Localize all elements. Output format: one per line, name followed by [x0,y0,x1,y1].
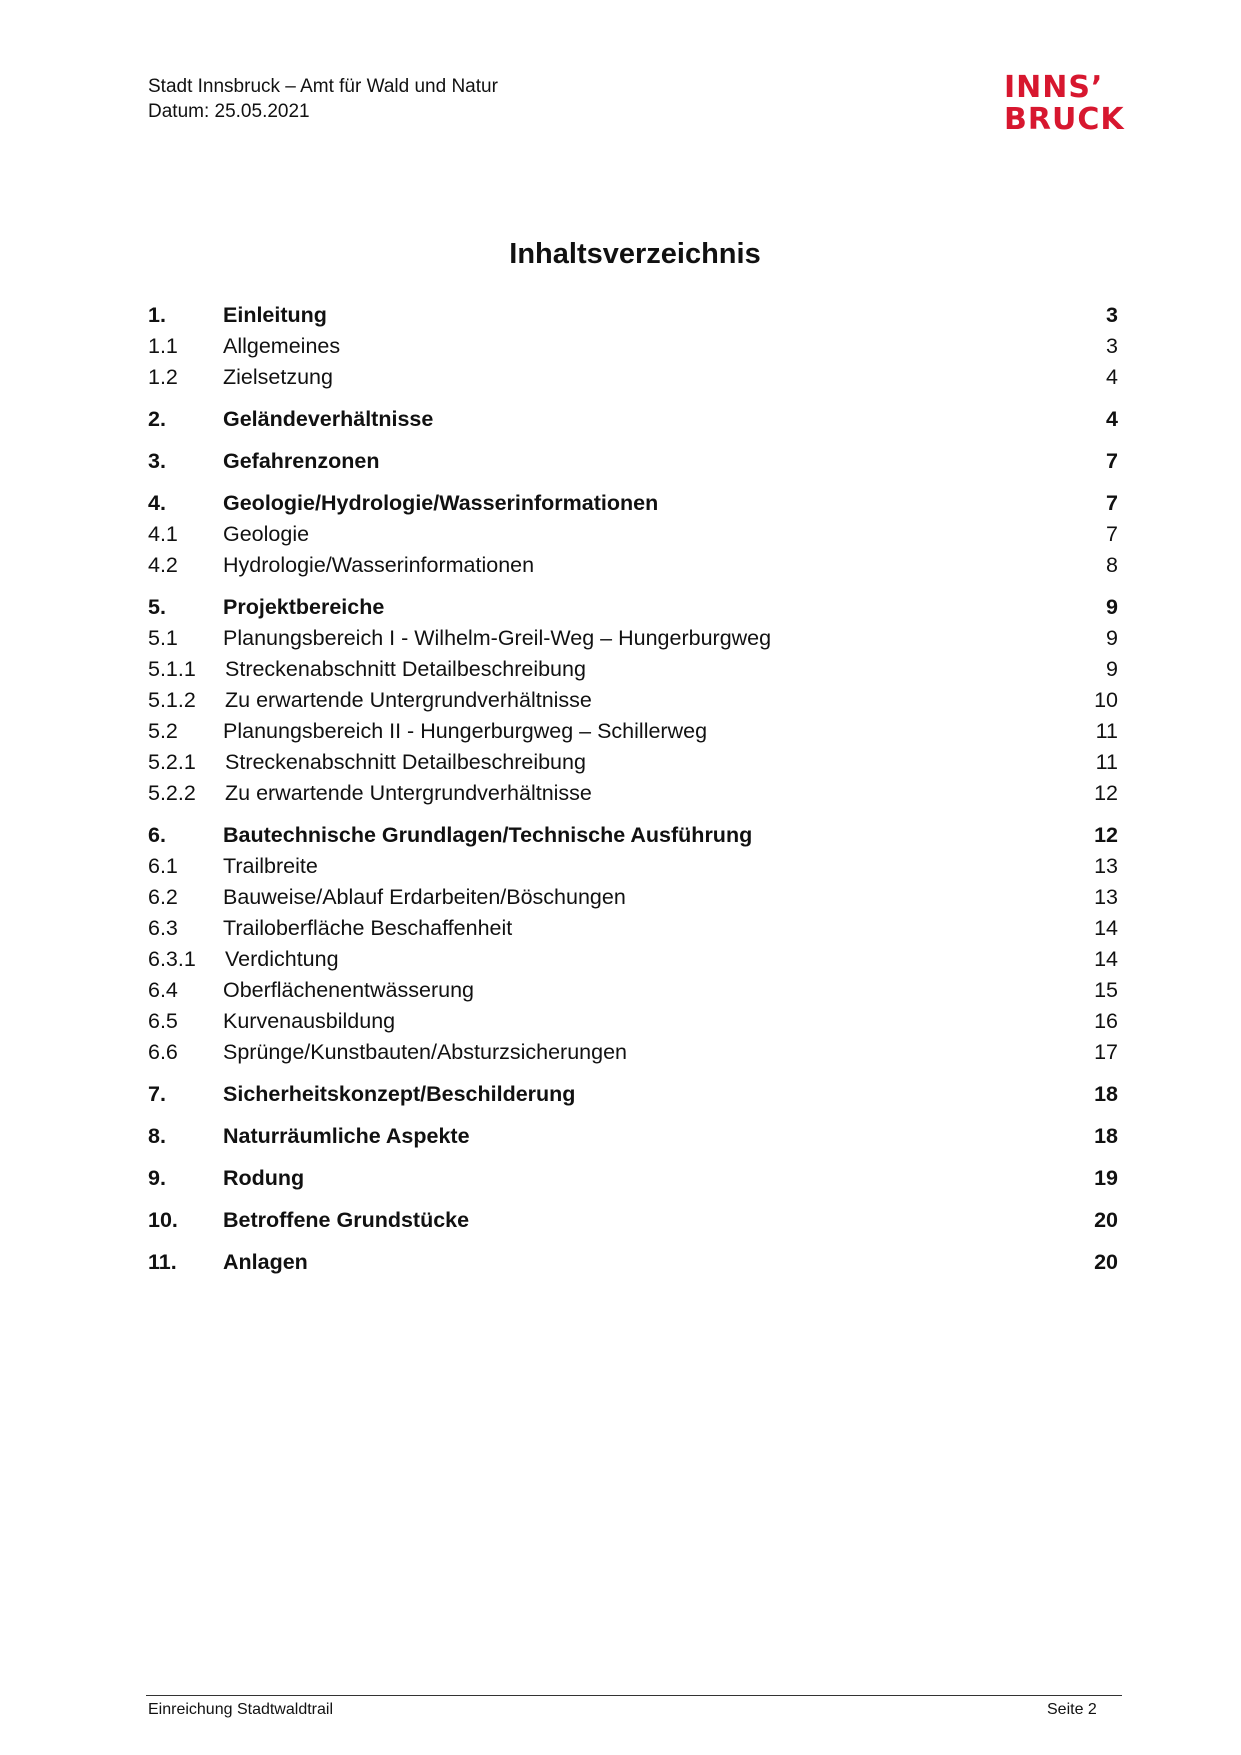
toc-entry-title: Planungsbereich II - Hungerburgweg – Schillerweg [223,719,708,743]
toc-entry[interactable] [148,519,1118,549]
toc-entry-number: 3. [148,449,166,473]
toc-entry-page: 9 [1106,626,1118,650]
footer-document-name: Einreichung Stadtwaldtrail [148,1701,333,1718]
toc-entry-number: 6.4 [148,978,178,1002]
toc-entry-number: 5.2.2 [148,781,196,805]
toc-entry[interactable] [148,882,1118,912]
toc-entry[interactable] [148,1079,1118,1109]
toc-entry-number: 6.1 [148,854,178,878]
toc-entry-page: 4 [1106,407,1118,431]
toc-entry-number: 6.5 [148,1009,178,1033]
toc-entry-title: Geologie [223,522,310,546]
toc-entry-number: 10. [148,1208,178,1232]
toc-entry-page: 4 [1106,365,1118,389]
toc-entry-page: 20 [1094,1250,1118,1274]
toc-entry[interactable] [148,1205,1118,1235]
toc-entry-title: Betroffene Grundstücke [223,1208,470,1232]
toc-entry-number: 5.1.1 [148,657,196,681]
toc-entry-page: 15 [1094,978,1118,1002]
logo-line-1: INNS’ [1004,70,1104,105]
toc-entry-title: Rodung [223,1166,305,1190]
toc-entry-number: 6. [148,823,166,847]
toc-entry-page: 14 [1094,947,1118,971]
toc-entry-number: 6.6 [148,1040,178,1064]
toc-entry-page: 9 [1106,595,1118,619]
toc-entry[interactable] [148,1006,1118,1036]
toc-entry-title: Gefahrenzonen [223,449,380,473]
toc-entry-number: 1.1 [148,334,178,358]
toc-entry-page: 12 [1094,781,1118,805]
toc-entry-number: 2. [148,407,166,431]
footer-divider [146,1695,1122,1696]
toc-entry-number: 5.2 [148,719,178,743]
toc-entry[interactable] [148,1247,1118,1277]
toc-entry-title: Trailbreite [223,854,318,878]
toc-entry-title: Geländeverhältnisse [223,407,434,431]
toc-entry-page: 20 [1094,1208,1118,1232]
toc-entry[interactable] [148,654,1118,684]
toc-entry-page: 13 [1094,854,1118,878]
toc-entry[interactable] [148,1037,1118,1067]
toc-entry-title: Zu erwartende Untergrundverhältnisse [225,781,592,805]
toc-entry-page: 14 [1094,916,1118,940]
toc-entry-number: 5.2.1 [148,750,196,774]
logo-line-2: BRUCK [1004,102,1125,137]
toc-entry[interactable] [148,747,1118,777]
toc-entry-page: 3 [1106,334,1118,358]
toc-entry-number: 7. [148,1082,166,1106]
toc-entry-page: 17 [1094,1040,1118,1064]
toc-entry-number: 8. [148,1124,166,1148]
toc-entry-title: Zu erwartende Untergrundverhältnisse [225,688,592,712]
toc-entry[interactable] [148,851,1118,881]
toc-entry-title: Bautechnische Grundlagen/Technische Ausführung [223,823,753,847]
toc-entry-page: 16 [1094,1009,1118,1033]
toc-entry-page: 7 [1106,449,1118,473]
toc-entry-page: 10 [1094,688,1118,712]
toc-entry-title: Allgemeines [223,334,341,358]
toc-entry-page: 8 [1106,553,1118,577]
toc-entry-number: 1.2 [148,365,178,389]
toc-entry[interactable] [148,1163,1118,1193]
toc-entry-number: 6.3 [148,916,178,940]
toc-entry-title: Anlagen [223,1250,308,1274]
document-header [148,74,498,124]
toc-entry-title: Zielsetzung [223,365,333,389]
toc-entry-number: 4.2 [148,553,178,577]
toc-entry-number: 6.3.1 [148,947,196,971]
toc-entry-number: 1. [148,303,166,327]
toc-entry-title: Sprünge/Kunstbauten/Absturzsicherungen [223,1040,627,1064]
toc-entry-number: 5. [148,595,166,619]
header-organization: Stadt Innsbruck – Amt für Wald und Natur [148,76,498,97]
toc-entry[interactable] [148,623,1118,653]
toc-entry[interactable] [148,362,1118,392]
toc-entry-number: 11. [148,1250,177,1274]
toc-entry-page: 13 [1094,885,1118,909]
toc-entry[interactable] [148,716,1118,746]
toc-entry[interactable] [148,488,1118,518]
toc-entry[interactable] [148,446,1118,476]
toc-entry[interactable] [148,913,1118,943]
header-date: Datum: 25.05.2021 [148,101,310,122]
toc-entry-page: 7 [1106,522,1118,546]
toc-entry-title: Sicherheitskonzept/Beschilderung [223,1082,576,1106]
toc-entry-number: 5.1 [148,626,178,650]
toc-entry-page: 7 [1106,491,1118,515]
toc-entry-title: Streckenabschnitt Detailbeschreibung [225,657,586,681]
toc-entry-number: 5.1.2 [148,688,196,712]
toc-entry[interactable] [148,685,1118,715]
toc-entry[interactable] [148,778,1118,808]
toc-entry-number: 9. [148,1166,166,1190]
toc-entry-number: 4.1 [148,522,178,546]
toc-entry-title: Bauweise/Ablauf Erdarbeiten/Böschungen [223,885,626,909]
toc-entry-title: Oberflächenentwässerung [223,978,474,1002]
toc-entry-page: 19 [1094,1166,1118,1190]
toc-entry-page: 3 [1106,303,1118,327]
toc-entry-title: Geologie/Hydrologie/Wasserinformationen [223,491,659,515]
innsbruck-logo [1004,72,1125,136]
toc-entry-page: 12 [1094,823,1118,847]
toc-entry[interactable] [148,404,1118,434]
toc-entry-page: 11 [1095,750,1118,774]
toc-entry-number: 6.2 [148,885,178,909]
toc-entry[interactable] [148,550,1118,580]
toc-entry[interactable] [148,300,1118,330]
toc-entry[interactable] [148,975,1118,1005]
toc-entry-number: 4. [148,491,166,515]
toc-entry-title: Trailoberfläche Beschaffenheit [223,916,513,940]
toc-entry[interactable] [148,820,1118,850]
toc-entry-title: Verdichtung [225,947,339,971]
toc-entry-title: Planungsbereich I - Wilhelm-Greil-Weg – Hungerburgweg [223,626,772,650]
toc-entry-title: Streckenabschnitt Detailbeschreibung [225,750,586,774]
toc-entry-page: 11 [1095,719,1118,743]
toc-entry[interactable] [148,331,1118,361]
toc-entry-title: Einleitung [223,303,327,327]
toc-entry-title: Naturräumliche Aspekte [223,1124,470,1148]
toc-entry[interactable] [148,1121,1118,1151]
toc-entry-title: Projektbereiche [223,595,385,619]
toc-entry-page: 18 [1094,1082,1118,1106]
toc-entry-title: Hydrologie/Wasserinformationen [223,553,535,577]
toc-entry[interactable] [148,944,1118,974]
toc-entry-title: Kurvenausbildung [223,1009,396,1033]
toc-entry-page: 18 [1094,1124,1118,1148]
toc-entry[interactable] [148,592,1118,622]
footer-page-number: Seite 2 [1047,1701,1097,1718]
toc-entry-page: 9 [1106,657,1118,681]
toc-title: Inhaltsverzeichnis [509,238,761,270]
